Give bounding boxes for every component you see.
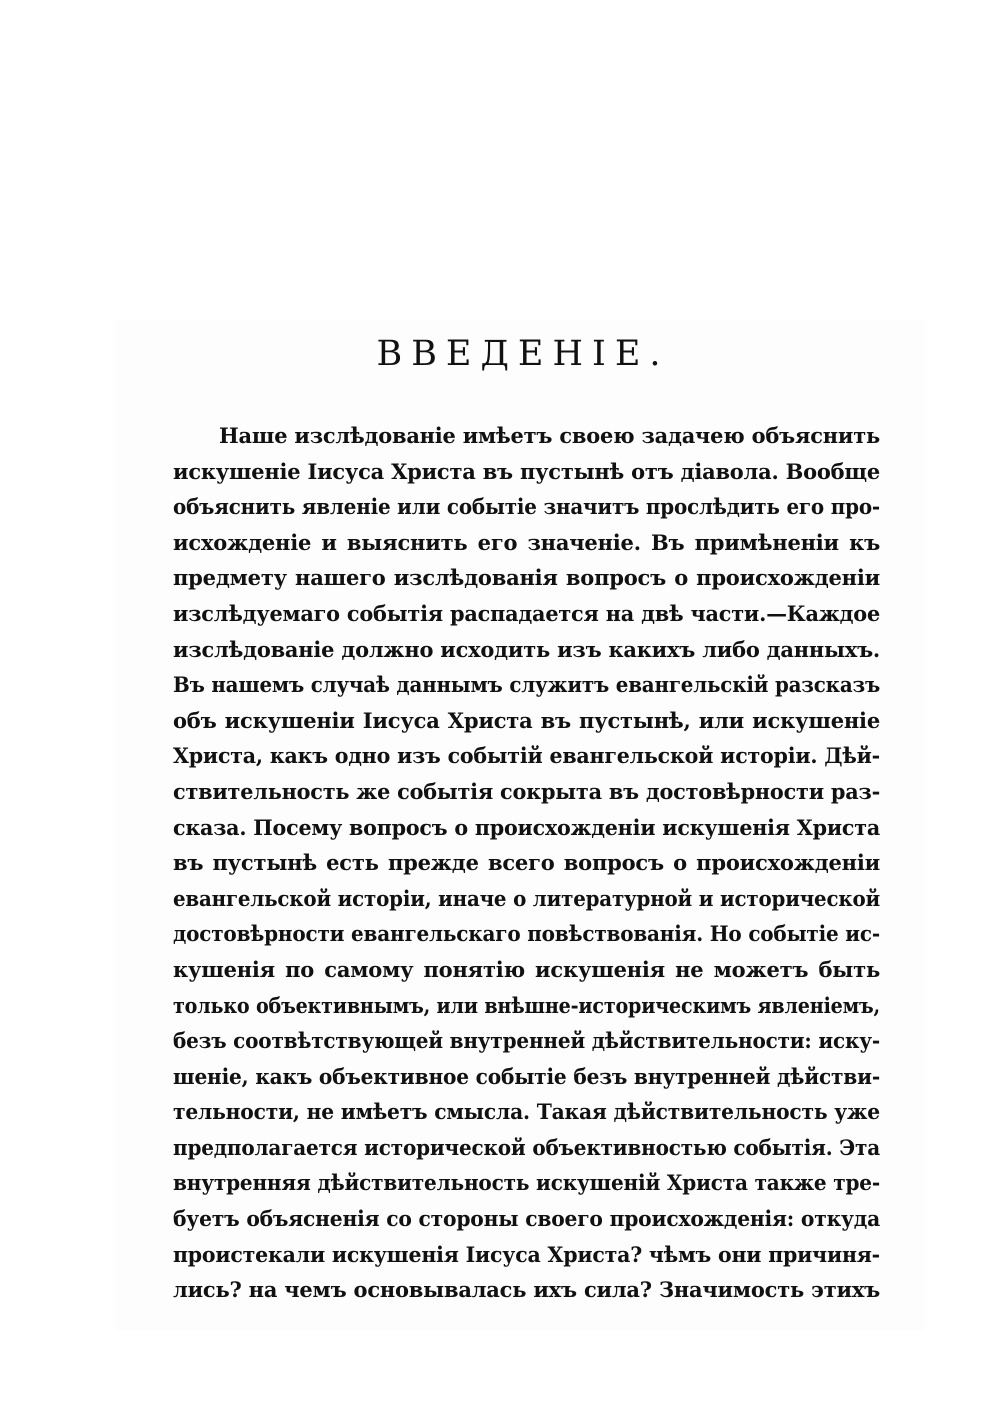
- text-line: лись? на чемъ основывалась ихъ сила? Значимость этихъ: [173, 1277, 880, 1303]
- text-line: только объективнымъ, или внѣшне-историческимъ явленіемъ,: [173, 992, 880, 1018]
- text-line: предмету нашего изслѣдованія вопросъ о происхожденіи: [173, 565, 880, 591]
- text-line: предполагается исторической объективностью событія. Эта: [173, 1134, 880, 1160]
- text-line: изслѣдованіе должно исходить изъ какихъ либо данныхъ.: [173, 636, 880, 662]
- text-line: тельности, не имѣетъ смысла. Такая дѣйствительность уже: [173, 1099, 880, 1125]
- text-line: буетъ объясненія со стороны своего происхожденія: откуда: [173, 1206, 880, 1232]
- text-line: Въ нашемъ случаѣ даннымъ служитъ евангельскій разсказъ: [173, 672, 880, 698]
- text-line: Наше изслѣдованіе имѣетъ своею задачею объяснить: [218, 423, 880, 448]
- text-line: изслѣдуемаго событія распадается на двѣ части.—Каждое: [173, 600, 880, 626]
- text-line: достовѣрности евангельскаго повѣствованія. Но событіе ис-: [173, 921, 880, 947]
- text-line: сказа. Посему вопросъ о происхожденіи искушенія Христа: [173, 814, 880, 840]
- text-line: объ искушеніи Іисуса Христа въ пустынѣ, или искушеніе: [173, 707, 880, 733]
- chapter-title: ВВЕДЕНІЕ.: [376, 334, 670, 374]
- text-line: въ пустынѣ есть прежде всего вопросъ о происхожденіи: [173, 850, 880, 876]
- text-line: кушенія по самому понятію искушенія не можетъ быть: [173, 956, 880, 982]
- body-paragraph: [173, 418, 880, 1308]
- text-line: внутренняя дѣйствительность искушеній Христа также тре-: [173, 1170, 880, 1196]
- text-line: искушеніе Іисуса Христа въ пустынѣ отъ діавола. Вообще: [173, 458, 880, 484]
- text-line: проистекали искушенія Іисуса Христа? чѣмъ они причиня-: [173, 1241, 880, 1267]
- text-line: Христа, какъ одно изъ событій евангельской исторіи. Дѣй-: [173, 743, 880, 769]
- text-line: объяснить явленіе или событіе значитъ прослѣдить его про-: [173, 494, 880, 520]
- text-line: ствительность же событія сокрыта въ достовѣрности раз-: [173, 778, 880, 804]
- text-line: исхожденіе и выяснить его значеніе. Въ примѣненіи къ: [173, 529, 880, 555]
- text-line: евангельской исторіи, иначе о литературной и исторической: [173, 885, 880, 911]
- text-line: безъ соотвѣтствующей внутренней дѣйствительности: иску-: [173, 1028, 880, 1054]
- text-line: шеніе, какъ объективное событіе безъ внутренней дѣйстви-: [173, 1063, 880, 1089]
